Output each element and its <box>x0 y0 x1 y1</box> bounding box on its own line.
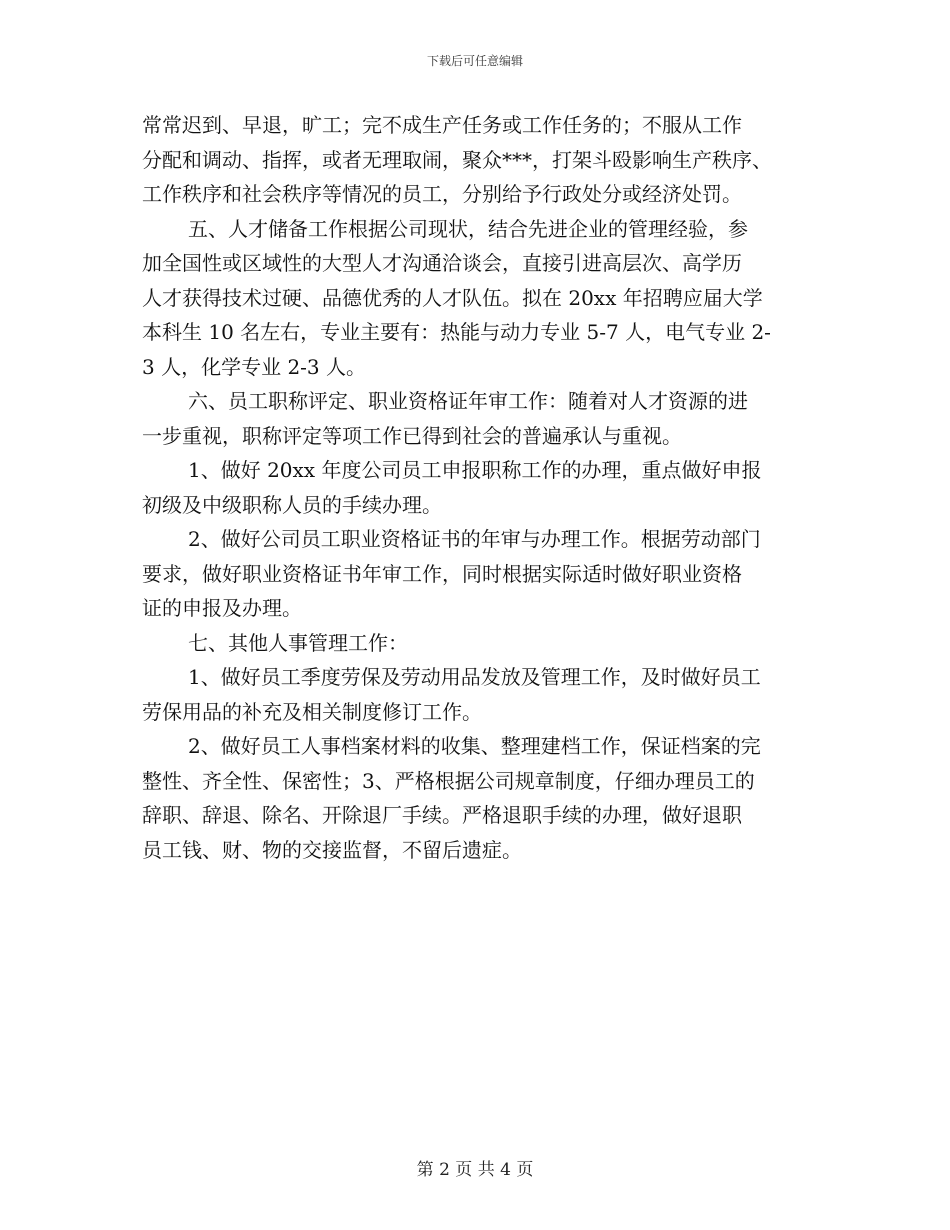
text-line: 要求，做好职业资格证书年审工作，同时根据实际适时做好职业资格 <box>142 561 742 586</box>
text-line: 六、员工职称评定、职业资格证年审工作：随着对人才资源的进 <box>188 389 748 413</box>
text-line: 常常迟到、早退，旷工；完不成生产任务或工作任务的；不服从工作 <box>142 113 742 137</box>
text-line: 加全国性或区域性的大型人才沟通洽谈会，直接引进高层次、高学历 <box>142 251 742 275</box>
document-body <box>142 108 814 867</box>
text-line: 本科生 10 名左右，专业主要有：热能与动力专业 5-7 人，电气专业 2- <box>142 320 771 344</box>
page-footer: 第 2 页 共 4 页 <box>416 1160 534 1180</box>
text-line: 3 人，化学专业 2-3 人。 <box>142 354 367 379</box>
page-header: 下载后可任意编辑 <box>426 54 523 68</box>
text-line: 人才获得技术过硬、品德优秀的人才队伍。拟在 20xx 年招聘应届大学 <box>142 285 763 310</box>
text-line: 劳保用品的补充及相关制度修订工作。 <box>142 699 482 724</box>
text-line: 1、做好 20xx 年度公司员工申报职称工作的办理，重点做好申报 <box>188 458 762 482</box>
text-line: 辞职、辞退、除名、开除退厂手续。严格退职手续的办理，做好退职 <box>142 803 742 827</box>
text-line: 2、做好员工人事档案材料的收集、整理建档工作，保证档案的完 <box>188 734 761 758</box>
text-line: 员工钱、财、物的交接监督，不留后遗症。 <box>142 837 522 862</box>
text-line: 证的申报及办理。 <box>142 596 302 620</box>
text-line: 2、做好公司员工职业资格证书的年审与办理工作。根据劳动部门 <box>188 527 761 551</box>
text-line: 整性、齐全性、保密性；3、严格根据公司规章制度，仔细办理员工的 <box>142 768 755 793</box>
text-line: 工作秩序和社会秩序等情况的员工，分别给予行政处分或经济处罚。 <box>142 182 742 206</box>
text-line: 分配和调动、指挥，或者无理取闹，聚众***，打架斗殴影响生产秩序、 <box>142 147 772 172</box>
text-line: 1、做好员工季度劳保及劳动用品发放及管理工作，及时做好员工 <box>188 665 761 689</box>
text-line: 五、人才储备工作根据公司现状，结合先进企业的管理经验，参 <box>188 216 748 241</box>
text-line: 一步重视，职称评定等项工作已得到社会的普遍承认与重视。 <box>142 423 682 448</box>
text-line: 七、其他人事管理工作： <box>188 630 408 655</box>
text-line: 初级及中级职称人员的手续办理。 <box>142 492 442 517</box>
